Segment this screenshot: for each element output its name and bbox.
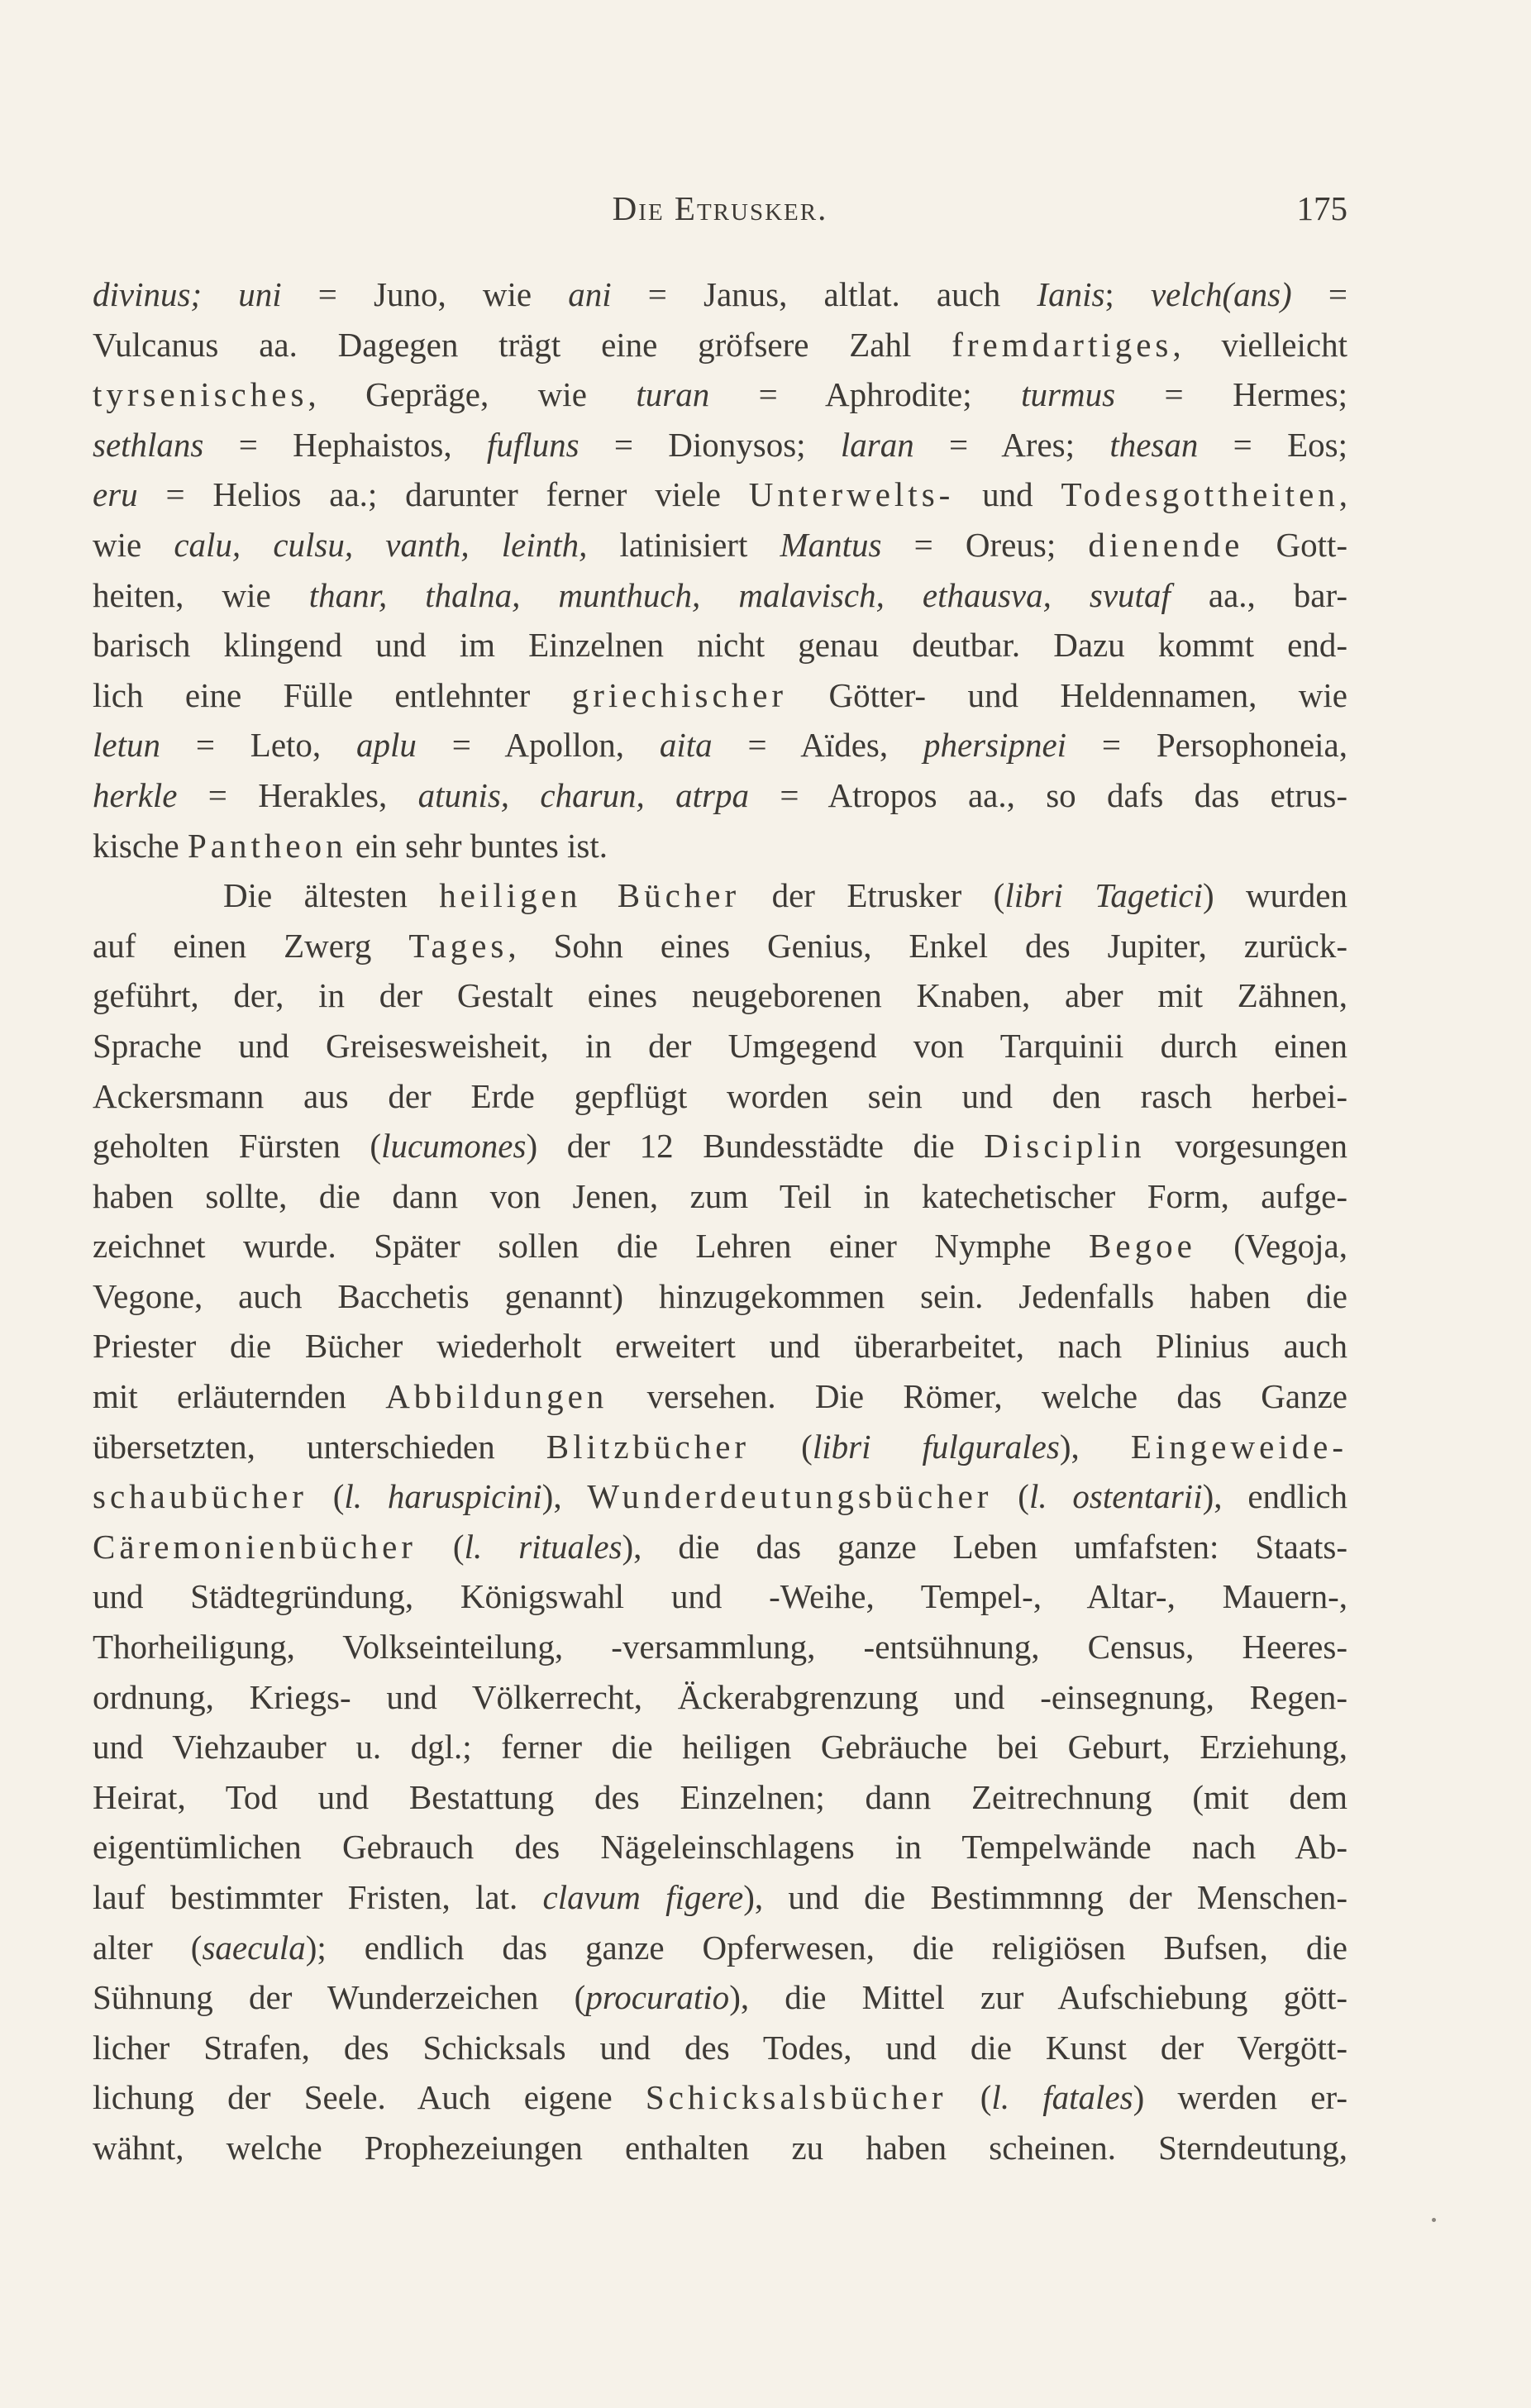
spaced-term: Wunderdeutungsbücher (587, 1477, 993, 1516)
text-run: = Helios aa.; darunter ferner viele (137, 475, 749, 514)
text-run: = (1291, 275, 1347, 313)
text-line (93, 320, 1347, 370)
italic-term: clavum figere (542, 1878, 744, 1916)
text-line (93, 870, 1347, 921)
spaced-term: Unterwelts- (748, 475, 955, 514)
italic-term: aplu (355, 726, 417, 765)
text-run: versehen. Die Römer, welche das Ganze (608, 1377, 1348, 1416)
text-run: = Apollon, (416, 726, 660, 765)
text-run: ), (1059, 1427, 1131, 1466)
text-run: = Aïdes, (712, 726, 923, 765)
text-run: wie (93, 525, 174, 564)
text-run: ein sehr buntes ist. (346, 826, 608, 865)
spaced-term: dienende (1088, 525, 1244, 564)
text-line (93, 1972, 1347, 2023)
text-run: aa., bar- (1170, 575, 1347, 614)
text-line (93, 420, 1347, 470)
text-run: = Persophoneia, (1066, 726, 1347, 765)
text-line (93, 1271, 1347, 1322)
text-line (93, 770, 1347, 821)
text-line (93, 1071, 1347, 1122)
text-run: lauf bestimmter Fristen, lat. (93, 1878, 543, 1916)
italic-term: divinus; uni (93, 275, 282, 313)
text-line (93, 1622, 1347, 1672)
italic-term: thesan (1109, 425, 1199, 464)
italic-term: procuratio (585, 1978, 730, 2017)
text-run: haben sollte, die dann von Jenen, zum Teil in katechetischer Form, aufge- (93, 1176, 1347, 1215)
text-run: der Etrusker ( (740, 876, 1005, 915)
spaced-term: Cäremonienbücher (93, 1527, 417, 1566)
text-run: licher Strafen, des Schicksals und des Todes, und die Kunst der Vergött- (93, 2028, 1347, 2067)
text-line (93, 720, 1347, 770)
text-line (93, 1422, 1347, 1472)
italic-term: sethlans (93, 425, 204, 464)
italic-term: saecula (202, 1928, 306, 1967)
spaced-term: Abbildungen (385, 1377, 608, 1416)
text-run: eigentümlichen Gebrauch des Nägeleinschlagens in Tempelwände nach Ab- (93, 1828, 1347, 1867)
text-line (93, 1371, 1347, 1422)
text-run: , Sohn eines Genius, Enkel des Jupiter, zurück- (508, 926, 1348, 965)
text-run: mit erläuternden (93, 1377, 386, 1416)
text-line (93, 370, 1347, 420)
italic-term: Mantus (780, 525, 882, 564)
text-line (93, 670, 1347, 721)
italic-term: thanr, thalna, munthuch, malavisch, ethausva, svutaf (308, 575, 1171, 614)
text-line (93, 1571, 1347, 1622)
text-run: = Oreus; (881, 525, 1089, 564)
text-run: = Atropos aa., so dafs das etrus- (748, 775, 1347, 814)
text-run: ), und die Bestimmnng der Menschen- (743, 1878, 1347, 1916)
text-line (93, 1021, 1347, 1071)
page-number: 175 (1296, 189, 1347, 227)
text-run: lichung der Seele. Auch eigene (93, 2078, 646, 2117)
text-run: Vulcanus aa. Dagegen trägt eine gröfsere Zahl (93, 325, 952, 364)
text-line (93, 1221, 1347, 1271)
spaced-term: Pantheon (188, 826, 347, 865)
text-run: Vegone, auch Bacchetis genannt) hinzugekommen sein. Jedenfalls haben die (93, 1276, 1347, 1315)
text-run: , (1338, 475, 1348, 514)
italic-term: calu, culsu, vanth, leinth, (174, 525, 588, 564)
text-run: ( (307, 1477, 345, 1516)
text-run: Sühnung der Wunderzeichen ( (93, 1978, 586, 2017)
text-run: Ackersmann aus der Erde gepflügt worden sein und den rasch herbei- (93, 1076, 1347, 1115)
italic-term: l. haruspicini (344, 1477, 542, 1516)
spaced-term: Todesgottheiten (1061, 475, 1339, 514)
text-line (93, 1672, 1347, 1723)
italic-term: ani (568, 275, 612, 313)
italic-term: turmus (1021, 375, 1116, 414)
text-run: ), (541, 1477, 588, 1516)
text-line (93, 1171, 1347, 1222)
italic-term: libri Tagetici (1004, 876, 1203, 915)
italic-term: l. rituales (464, 1527, 622, 1566)
text-run: ; (1104, 275, 1151, 313)
text-run: Gott- (1243, 525, 1348, 564)
italic-term: velch(ans) (1150, 275, 1292, 313)
text-run: ( (416, 1527, 465, 1566)
text-run: ), die das ganze Leben umfafsten: Staats- (622, 1527, 1347, 1566)
printer-mark (1432, 2218, 1436, 2222)
text-run: = Janus, altlat. auch (611, 275, 1037, 313)
text-run: Priester die Bücher wiederholt erweitert und überarbeitet, nach Plinius auch (93, 1327, 1347, 1366)
text-line (93, 2023, 1347, 2073)
text-line (93, 1522, 1347, 1572)
text-run: Die ältesten (223, 876, 440, 915)
text-run: und Städtegründung, Königswahl und -Weihe, Tempel-, Altar-, Mauern-, (93, 1577, 1347, 1616)
text-run: ), endlich (1202, 1477, 1348, 1516)
italic-term: turan (636, 375, 710, 414)
spaced-term: griechischer (571, 675, 788, 714)
text-run: ); endlich das ganze Opferwesen, die religiösen Bufsen, die (305, 1928, 1347, 1967)
text-run: ( (947, 2078, 992, 2117)
text-run: ) der 12 Bundesstädte die (526, 1127, 985, 1166)
italic-term: herkle (93, 775, 178, 814)
text-run: übersetzten, unterschieden (93, 1427, 546, 1466)
text-run: ) wurden (1202, 876, 1347, 915)
text-line (93, 2072, 1347, 2123)
spaced-term: Schicksalsbücher (645, 2078, 947, 2117)
text-run: = Aphrodite; (709, 375, 1022, 414)
spaced-term: Tages (408, 926, 508, 965)
text-run: vorgesungen (1145, 1127, 1347, 1166)
text-line (93, 570, 1347, 621)
text-run: alter ( (93, 1928, 203, 1967)
running-title: Die Etrusker. (612, 189, 828, 227)
text-run: Thorheiligung, Volkseinteilung, -versammlung, -entsühnung, Census, Heeres- (93, 1628, 1347, 1667)
text-run: geholten Fürsten ( (93, 1127, 382, 1166)
text-line (93, 520, 1347, 570)
italic-term: atunis, charun, atrpa (417, 775, 749, 814)
text-line (93, 1923, 1347, 1973)
text-run: und (954, 475, 1061, 514)
text-line (93, 1822, 1347, 1872)
text-line (93, 269, 1347, 320)
text-line (93, 1471, 1347, 1522)
text-run: wähnt, welche Prophezeiungen enthalten zu haben scheinen. Sterndeutung, (93, 2128, 1347, 2167)
text-run: Sprache und Greisesweisheit, in der Umgegend von Tarquinii durch einen (93, 1026, 1347, 1065)
text-line (93, 1121, 1347, 1171)
text-line (93, 1722, 1347, 1772)
text-line (93, 970, 1347, 1021)
spaced-term: tyrsenisches (93, 375, 308, 414)
text-run: = Dionysos; (579, 425, 841, 464)
italic-term: letun (93, 726, 160, 765)
text-line (93, 921, 1347, 971)
italic-term: l. fatales (991, 2078, 1133, 2117)
text-line (93, 821, 1347, 871)
text-run: lich eine Fülle entlehnter (93, 675, 572, 714)
text-run: = Herakles, (177, 775, 418, 814)
italic-term: laran (840, 425, 914, 464)
text-run: = Hermes; (1115, 375, 1347, 414)
text-line (93, 2123, 1347, 2173)
text-run: = Leto, (160, 726, 356, 765)
italic-term: lucumones (381, 1127, 527, 1166)
text-run: = Hephaistos, (203, 425, 487, 464)
spaced-term: schaubücher (93, 1477, 308, 1516)
spaced-term: heiligen Bücher (439, 876, 741, 915)
italic-term: l. ostentarii (1028, 1477, 1203, 1516)
text-run: , vielleicht (1172, 325, 1347, 364)
text-run: (Vegoja, (1195, 1227, 1348, 1266)
body-text (93, 269, 1347, 2173)
page-header (93, 188, 1347, 241)
spaced-term: Begoe (1089, 1227, 1196, 1266)
text-run: barisch klingend und im Einzelnen nicht genau deutbar. Dazu kommt end- (93, 626, 1347, 665)
spaced-term: Eingeweide- (1130, 1427, 1348, 1466)
text-run: ), die Mittel zur Aufschiebung gött- (729, 1978, 1348, 2017)
text-run: und Viehzauber u. dgl.; ferner die heiligen Gebräuche bei Geburt, Erziehung, (93, 1728, 1347, 1767)
text-run: auf einen Zwerg (93, 926, 409, 965)
text-line (93, 1772, 1347, 1823)
text-run: = Ares; (913, 425, 1110, 464)
text-run: Götter- und Heldennamen, wie (787, 675, 1347, 714)
text-line (93, 620, 1347, 670)
text-run: zeichnet wurde. Später sollen die Lehren einer Nymphe (93, 1227, 1090, 1266)
italic-term: aita (659, 726, 713, 765)
text-run: , Gepräge, wie (308, 375, 637, 414)
text-run: = Eos; (1198, 425, 1347, 464)
italic-term: Ianis (1037, 275, 1105, 313)
text-line (93, 1872, 1347, 1923)
text-run: ordnung, Kriegs- und Völkerrecht, Äckerabgrenzung und -einsegnung, Regen- (93, 1677, 1347, 1716)
spaced-term: fremdartiges (952, 325, 1173, 364)
text-run: heiten, wie (93, 575, 309, 614)
text-run: latinisiert (587, 525, 780, 564)
italic-term: phersipnei (923, 726, 1067, 765)
spaced-term: Disciplin (984, 1127, 1146, 1166)
italic-term: fufluns (486, 425, 579, 464)
text-line (93, 1321, 1347, 1371)
text-line (93, 470, 1347, 520)
text-run: Heirat, Tod und Bestattung des Einzelnen; dann Zeitrechnung (mit dem (93, 1777, 1347, 1816)
text-run: ) werden er- (1133, 2078, 1347, 2117)
text-run: ( (750, 1427, 813, 1466)
text-run: geführt, der, in der Gestalt eines neugeborenen Knaben, aber mit Zähnen, (93, 976, 1347, 1015)
text-run: kische (93, 826, 188, 865)
italic-term: libri fulgurales (812, 1427, 1060, 1466)
text-run: ( (992, 1477, 1029, 1516)
italic-term: eru (93, 475, 138, 514)
spaced-term: Blitzbücher (546, 1427, 751, 1466)
text-run: = Juno, wie (281, 275, 569, 313)
